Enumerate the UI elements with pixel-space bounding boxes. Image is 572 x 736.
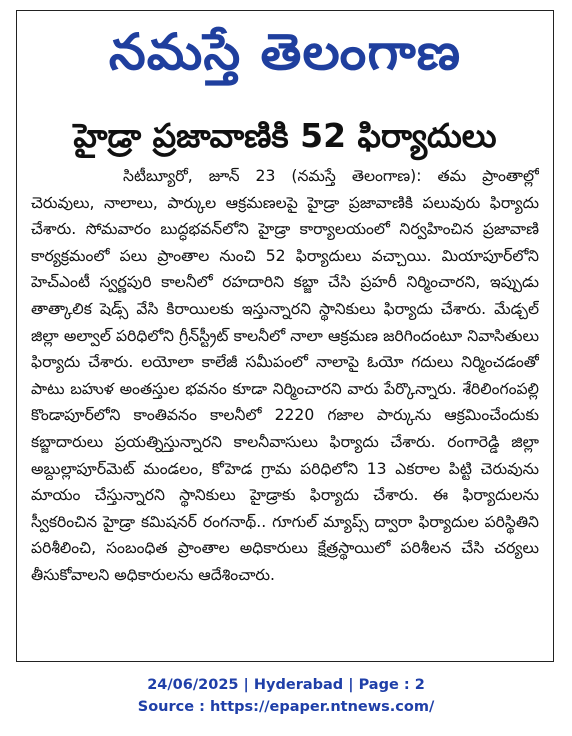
article-headline: హైడ్రా ప్రజావాణికి 52 ఫిర్యాదులు [73, 116, 497, 155]
clipping-frame [16, 10, 554, 662]
clipping-footer [0, 674, 572, 718]
newspaper-masthead: నమస్తే తెలంగాణ [108, 22, 462, 81]
publication-info: 24/06/2025 | Hyderabad | Page : 2 [147, 677, 425, 693]
source-link[interactable]: Source : https://epaper.ntnews.com/ [137, 699, 435, 715]
article-body: సిటీబ్యూరో, జూన్ 23 (నమస్తే తెలంగాణ): తమ ప్రాంతాల్లో చెరువులు, నాలాలు, పార్కుల ఆక్రమణలపై హైడ్రా ప్రజావాణికి పలువురు ఫిర్యాదు చేశారు. సోమవారం బుద్ధభవన్‌లోని హైడ్రా కార్యాలయంలో నిర్వహించిన ప్రజావాణి కార్యక్రమంలో పలు ప్రాంతాల నుంచి 52 ఫిర్యాదులు వచ్చాయి. మియాపూర్‌లోని హెచ్‌ఎంటీ స్వర్ణపురి కాలనీలో రహదారిని కబ్జా చేసి ప్రహరీ నిర్మించారని, ఇప్పుడు తాత్కాలిక షెడ్స్ వేసి కిరాయిలకు ఇస్తున్నారని స్థానికులు ఫిర్యాదు చేశారు. మేడ్చల్ జిల్లా అల్వాల్ పరిధిలోని గ్రీన్‌స్ట్రీట్ కాలనీలో నాలా ఆక్రమణ జరిగిందంటూ నివాసితులు ఫిర్యాదు చేశారు. లయోలా కాలేజీ సమీపంలో నాలాపై ఓయో గదులు నిర్మించడంతో పాటు బహుళ అంతస్తుల భవనం కూడా నిర్మించారని వారు పేర్కొన్నారు. శేరిలింగంపల్లి కొండాపూర్‌లోని కాంతివనం కాలనీలో 2220 గజాల పార్కును ఆక్రమించేందుకు కబ్జాదారులు ప్రయత్నిస్తున్నారని కాలనీవాసులు ఫిర్యాదు చేశారు. రంగారెడ్డి జిల్లా అబ్దుల్లాపూర్‌మెట్ మండలం, కోహెడ గ్రామ పరిధిలోని 13 ఎకరాల పిట్టి చెరువును మాయం చేస్తున్నారని స్థానికులు హైడ్రాకు ఫిర్యాదు చేశారు. ఈ ఫిర్యాదులను స్వీకరించిన హైడ్రా కమిషనర్ రంగనాథ్.. గూగుల్ మ్యాప్స్ ద్వారా ఫిర్యాదుల పరిస్థితిని పరిశీలించి, సంబంధిత ప్రాంతాల అధికారులు క్షేత్రస్థాయిలో పరిశీలన చేసి చర్యలు తీసుకోవాలని అధికారులను ఆదేశించారు. [31, 167, 539, 584]
